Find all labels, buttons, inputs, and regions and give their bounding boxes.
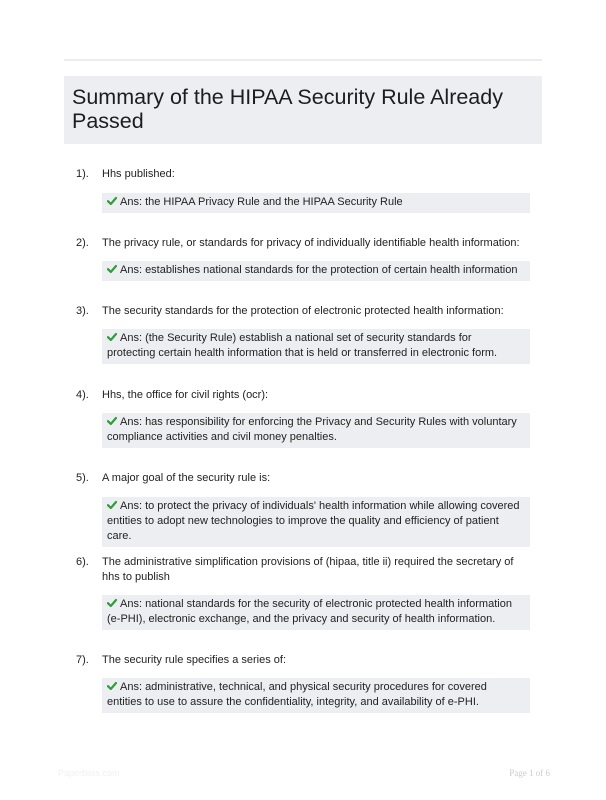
question-number: 7). [76,654,89,666]
top-divider [64,59,542,61]
question-number: 3). [76,305,89,317]
check-icon [107,332,117,342]
question-number: 5). [76,472,89,484]
check-icon [107,500,117,510]
check-icon [107,196,117,206]
check-icon [107,264,117,274]
answer-text: Ans: administrative, technical, and physical security procedures for covered entities to use to assure the confidentiality, integrity, and availability of e-PHI. [107,681,487,708]
footer-watermark: Paperbliss.com [58,768,120,778]
check-icon [107,416,117,426]
question-text: Hhs, the office for civil rights (ocr): [102,389,269,401]
question-number: 1). [76,168,89,180]
answer-text: Ans: has responsibility for enforcing the Privacy and Security Rules with voluntary compliance activities and civil money penalties. [107,416,517,443]
answer-text: Ans: national standards for the security of electronic protected health information (e-PHI), electronic exchange, and the privacy and security of health information. [107,598,512,625]
answer-box [102,413,530,448]
answer-text: Ans: the HIPAA Privacy Rule and the HIPAA Security Rule [120,196,403,208]
page-number: Page 1 of 6 [509,768,550,778]
document-title: Summary of the HIPAA Security Rule Already Passed [72,85,503,133]
answer-box [102,261,530,281]
question-number: 2). [76,237,89,249]
question-number: 6). [76,556,89,568]
answer-text: Ans: (the Security Rule) establish a national set of security standards for protecting certain health information that is held or transferred in electronic form. [107,332,498,359]
answer-text: Ans: to protect the privacy of individuals' health information while allowing covered entities to adopt new technologies to improve the quality and efficiency of patient care. [107,500,520,542]
question-number: 4). [76,389,89,401]
question-text: The security standards for the protection of electronic protected health information: [102,305,504,317]
check-icon [107,681,117,691]
answer-box [102,193,530,213]
answer-box [102,595,530,630]
question-text: A major goal of the security rule is: [102,472,271,484]
check-icon [107,598,117,608]
answer-box [102,497,530,547]
answer-box [102,678,530,713]
answer-text: Ans: establishes national standards for the protection of certain health information [120,264,518,276]
question-text: The administrative simplification provisions of (hipaa, title ii) required the secretary of hhs to publish [102,556,514,583]
answer-box [102,329,530,364]
question-text: The security rule specifies a series of: [102,654,287,666]
question-text: Hhs published: [102,168,175,180]
title-banner [64,76,542,144]
question-text: The privacy rule, or standards for privacy of individually identifiable health information: [102,237,520,249]
